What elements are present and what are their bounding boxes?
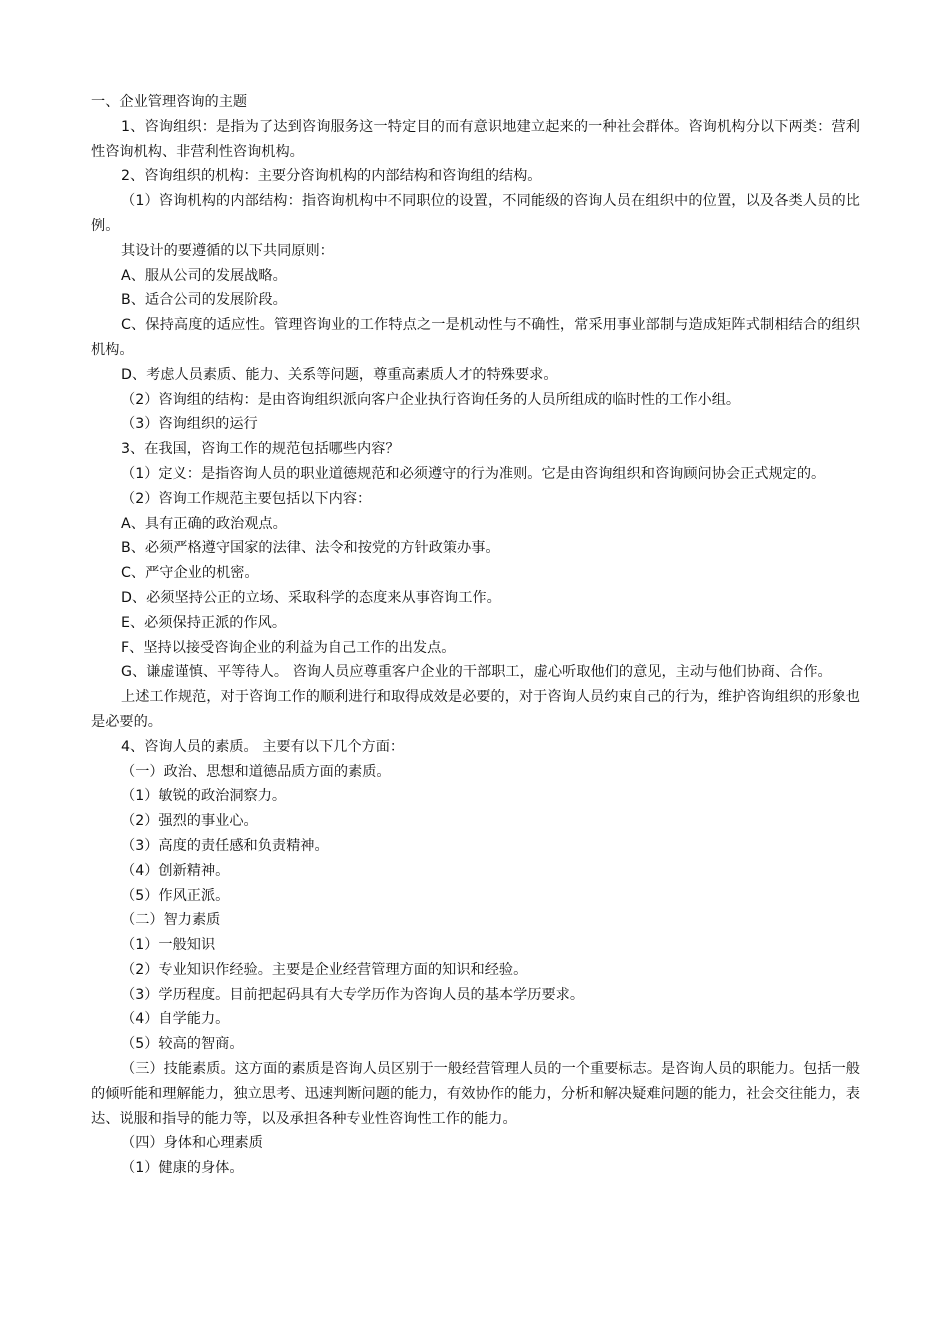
list-item: A、具有正确的政治观点。	[121, 515, 287, 532]
list-item: （2）专业知识作经验。主要是企业经营管理方面的知识和经验。	[121, 961, 528, 978]
list-item: B、必须严格遵守国家的法律、法令和按党的方针政策办事。	[121, 540, 500, 557]
list-item: C、保持高度的适应性。管理咨询业的工作特点之一是机动性与不确性，常采用事业部制与造成矩阵式制相结合的组织机构。	[91, 317, 860, 358]
paragraph-norms-content: （2）咨询工作规范主要包括以下内容：	[121, 490, 372, 507]
paragraph-qualities: 4、咨询人员的素质。 主要有以下几个方面：	[121, 738, 405, 755]
paragraph-group-structure: （2）咨询组的结构：是由咨询组织派向客户企业执行咨询任务的人员所组成的临时性的工作小组。	[121, 391, 741, 408]
list-item: （1）一般知识	[121, 937, 216, 954]
list-item: B、适合公司的发展阶段。	[121, 292, 287, 309]
list-item: D、考虑人员素质、能力、关系等问题，尊重高素质人才的特殊要求。	[121, 366, 558, 383]
list-item: （3）高度的责任感和负责精神。	[121, 837, 329, 854]
document-page	[91, 90, 860, 1181]
list-item: G、谦虚谨慎、平等待人。 咨询人员应尊重客户企业的干部职工，虚心听取他们的意见，主动与他们协商、合作。	[121, 664, 832, 681]
list-item: （4）创新精神。	[121, 862, 230, 879]
paragraph-operation: （3）咨询组织的运行	[121, 416, 258, 433]
paragraph-work-norms-question: 3、在我国，咨询工作的规范包括哪些内容？	[121, 441, 400, 458]
subheading-intellect: （二）智力素质	[121, 912, 221, 929]
list-item: A、服从公司的发展战略。	[121, 267, 287, 284]
paragraph-skills: （三）技能素质。这方面的素质是咨询人员区别于一般经营管理人员的一个重要标志。是咨询人员的职能力。包括一般的倾听能和理解能力，独立思考、迅速判断问题的能力，有效协作的能力，分析和解决疑难问题的能力，社会交往能力，表达、说服和指导的能力等，以及承担各种专业性咨询性工作的能力。	[91, 1061, 860, 1127]
list-item: （5）较高的智商。	[121, 1036, 244, 1053]
paragraph-consulting-organization: 1、咨询组织：是指为了达到咨询服务这一特定目的而有意识地建立起来的一种社会群体。咨询机构分以下两类：营利性咨询机构、非营利性咨询机构。	[91, 118, 860, 160]
paragraph-summary: 上述工作规范，对于咨询工作的顺利进行和取得成效是必要的，对于咨询人员约束自己的行为，维护咨询组织的形象也是必要的。	[91, 689, 860, 730]
subheading-political: （一）政治、思想和道德品质方面的素质。	[121, 763, 391, 780]
list-item: （1）敏锐的政治洞察力。	[121, 788, 287, 805]
list-item: （2）强烈的事业心。	[121, 813, 258, 830]
list-item: F、坚持以接受咨询企业的利益为自己工作的出发点。	[121, 639, 456, 656]
paragraph-design-principles: 其设计的要遵循的以下共同原则：	[121, 242, 334, 259]
section-heading: 一、企业管理咨询的主题	[91, 94, 248, 110]
paragraph-definition: （1）定义：是指咨询人员的职业道德规范和必须遵守的行为准则。它是由咨询组织和咨询顾问协会正式规定的。	[121, 465, 826, 482]
list-item: （1）健康的身体。	[121, 1160, 244, 1177]
paragraph-internal-structure: （1）咨询机构的内部结构：指咨询机构中不同职位的设置，不同能级的咨询人员在组织中的位置，以及各类人员的比例。	[91, 193, 860, 234]
paragraph-organization-structure: 2、咨询组织的机构：主要分咨询机构的内部结构和咨询组的结构。	[121, 168, 542, 185]
list-item: （3）学历程度。目前把起码具有大专学历作为咨询人员的基本学历要求。	[121, 986, 585, 1003]
list-item: D、必须坚持公正的立场、采取科学的态度来从事咨询工作。	[121, 589, 501, 606]
list-item: （4）自学能力。	[121, 1011, 230, 1028]
list-item: E、必须保持正派的作风。	[121, 614, 287, 631]
list-item: （5）作风正派。	[121, 887, 230, 904]
subheading-physical: （四）身体和心理素质	[121, 1135, 263, 1152]
list-item: C、严守企业的机密。	[121, 565, 259, 582]
